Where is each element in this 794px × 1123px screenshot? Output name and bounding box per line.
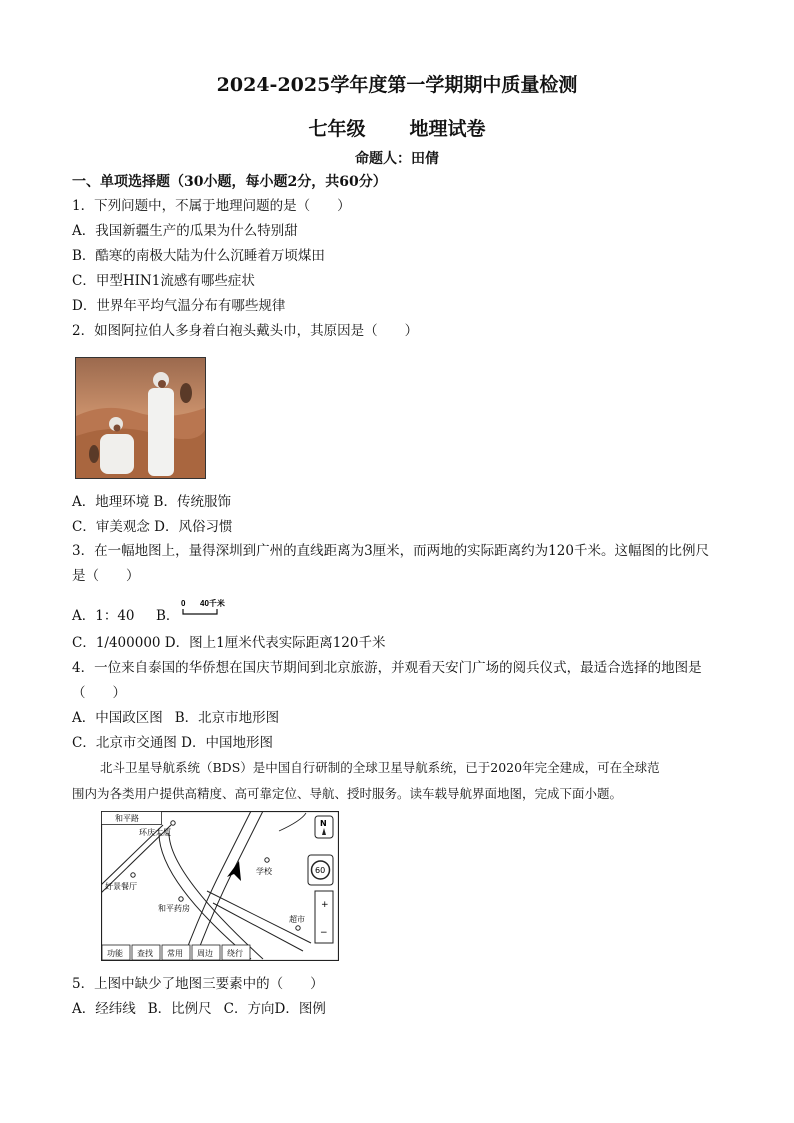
scale-label: 40千米 [200,599,225,608]
exam-title: 2024-2025学年度第一学期期中质量检测 [216,74,578,96]
passage-line2: 围内为各类用户提供高精度、高可靠定位、导航、授时服务。读车载导航界面地图，完成下面小题。 [72,786,623,801]
map-button-bar [102,945,250,960]
place-haojing: 好景餐厅 [105,882,137,891]
q3-option-b: B． [156,608,180,624]
q1-option-c: C．甲型HIN1流感有哪些症状 [72,273,255,289]
q1-option-a: A．我国新疆生产的瓜果为什么特别甜 [72,223,298,239]
q4-options-cd: C．北京市交通图 D．中国地形图 [72,735,273,751]
q5-option-a: A．经纬线 [72,1001,136,1017]
scale-bar-figure [181,598,241,618]
q1-stem: 1．下列问题中，不属于地理问题的是（ ） [72,198,351,214]
passage-line1: 北斗卫星导航系统（BDS）是中国自行研制的全球卫星导航系统，已于2020年完全建成，可在全球范 [100,760,660,775]
map-button-nearby[interactable]: 周边 [197,949,213,958]
q5-stem: 5．上图中缺少了地图三要素中的（ ） [72,976,324,992]
exam-subtitle [0,114,794,141]
q3-stem-line1: 3．在一幅地图上，量得深圳到广州的直线距离为3厘米，而两地的实际距离约为120千米。这幅图的比例尺 [72,543,709,559]
bds-passage [72,755,722,807]
map-button-common[interactable]: 常用 [167,949,183,958]
grade-label: 七年级 [308,118,366,140]
subject-label: 地理试卷 [409,118,486,140]
map-button-detour[interactable]: 绕行 [227,949,243,958]
q4-option-a: A．中国政区图 [72,710,163,726]
q5-option-c: C．方向 [223,1001,275,1017]
q4-stem-line2: （ ） [72,685,126,701]
speed-limit: 60 [315,866,326,875]
place-supermarket: 超市 [289,915,305,924]
q5-option-b: B．比例尺 [147,1001,212,1017]
zoom-in-button[interactable]: + [321,900,329,910]
q4-option-b: B．北京市地形图 [174,710,280,726]
place-school: 学校 [256,867,272,876]
place-heping-pharmacy: 和平药房 [158,904,190,913]
q2-options-cd: C．审美观念 D．风俗习惯 [72,519,233,535]
q3-option-a: A．1：40 [72,608,135,624]
author-line: 命题人：田倩 [355,151,439,167]
q4-stem-line1: 4．一位来自泰国的华侨想在国庆节期间到北京旅游，并观看天安门广场的阅兵仪式，最适合选择的地图是 [72,660,702,676]
q1-option-d: D．世界年平均气温分布有哪些规律 [72,298,286,314]
q5-option-d: D．图例 [274,1001,326,1017]
zoom-out-button[interactable]: − [320,928,328,938]
section-heading: 一、单项选择题（30小题，每小题2分，共60分） [72,174,387,190]
road-name: 和平路 [115,814,139,823]
q4-options-ab [72,709,279,727]
q3-stem-line2: 是（ ） [72,568,140,584]
q1-option-b: B．酷寒的南极大陆为什么沉睡着万顷煤田 [72,248,325,264]
navigation-map [101,811,339,961]
q5-options [72,1000,326,1018]
scale-zero: 0 [181,599,186,608]
north-label: N [320,819,327,828]
q3-options-cd: C．1/400000 D．图上1厘米代表实际距离120千米 [72,635,386,651]
q2-options-ab: A．地理环境 B．传统服饰 [72,494,231,510]
place-huanqing: 环庆大厦 [139,828,171,837]
map-button-function[interactable]: 功能 [107,949,123,958]
arab-men-photo [75,357,206,479]
map-button-search[interactable]: 查找 [137,949,153,958]
q2-stem: 2．如图阿拉伯人多身着白袍头戴头巾，其原因是（ ） [72,323,419,339]
